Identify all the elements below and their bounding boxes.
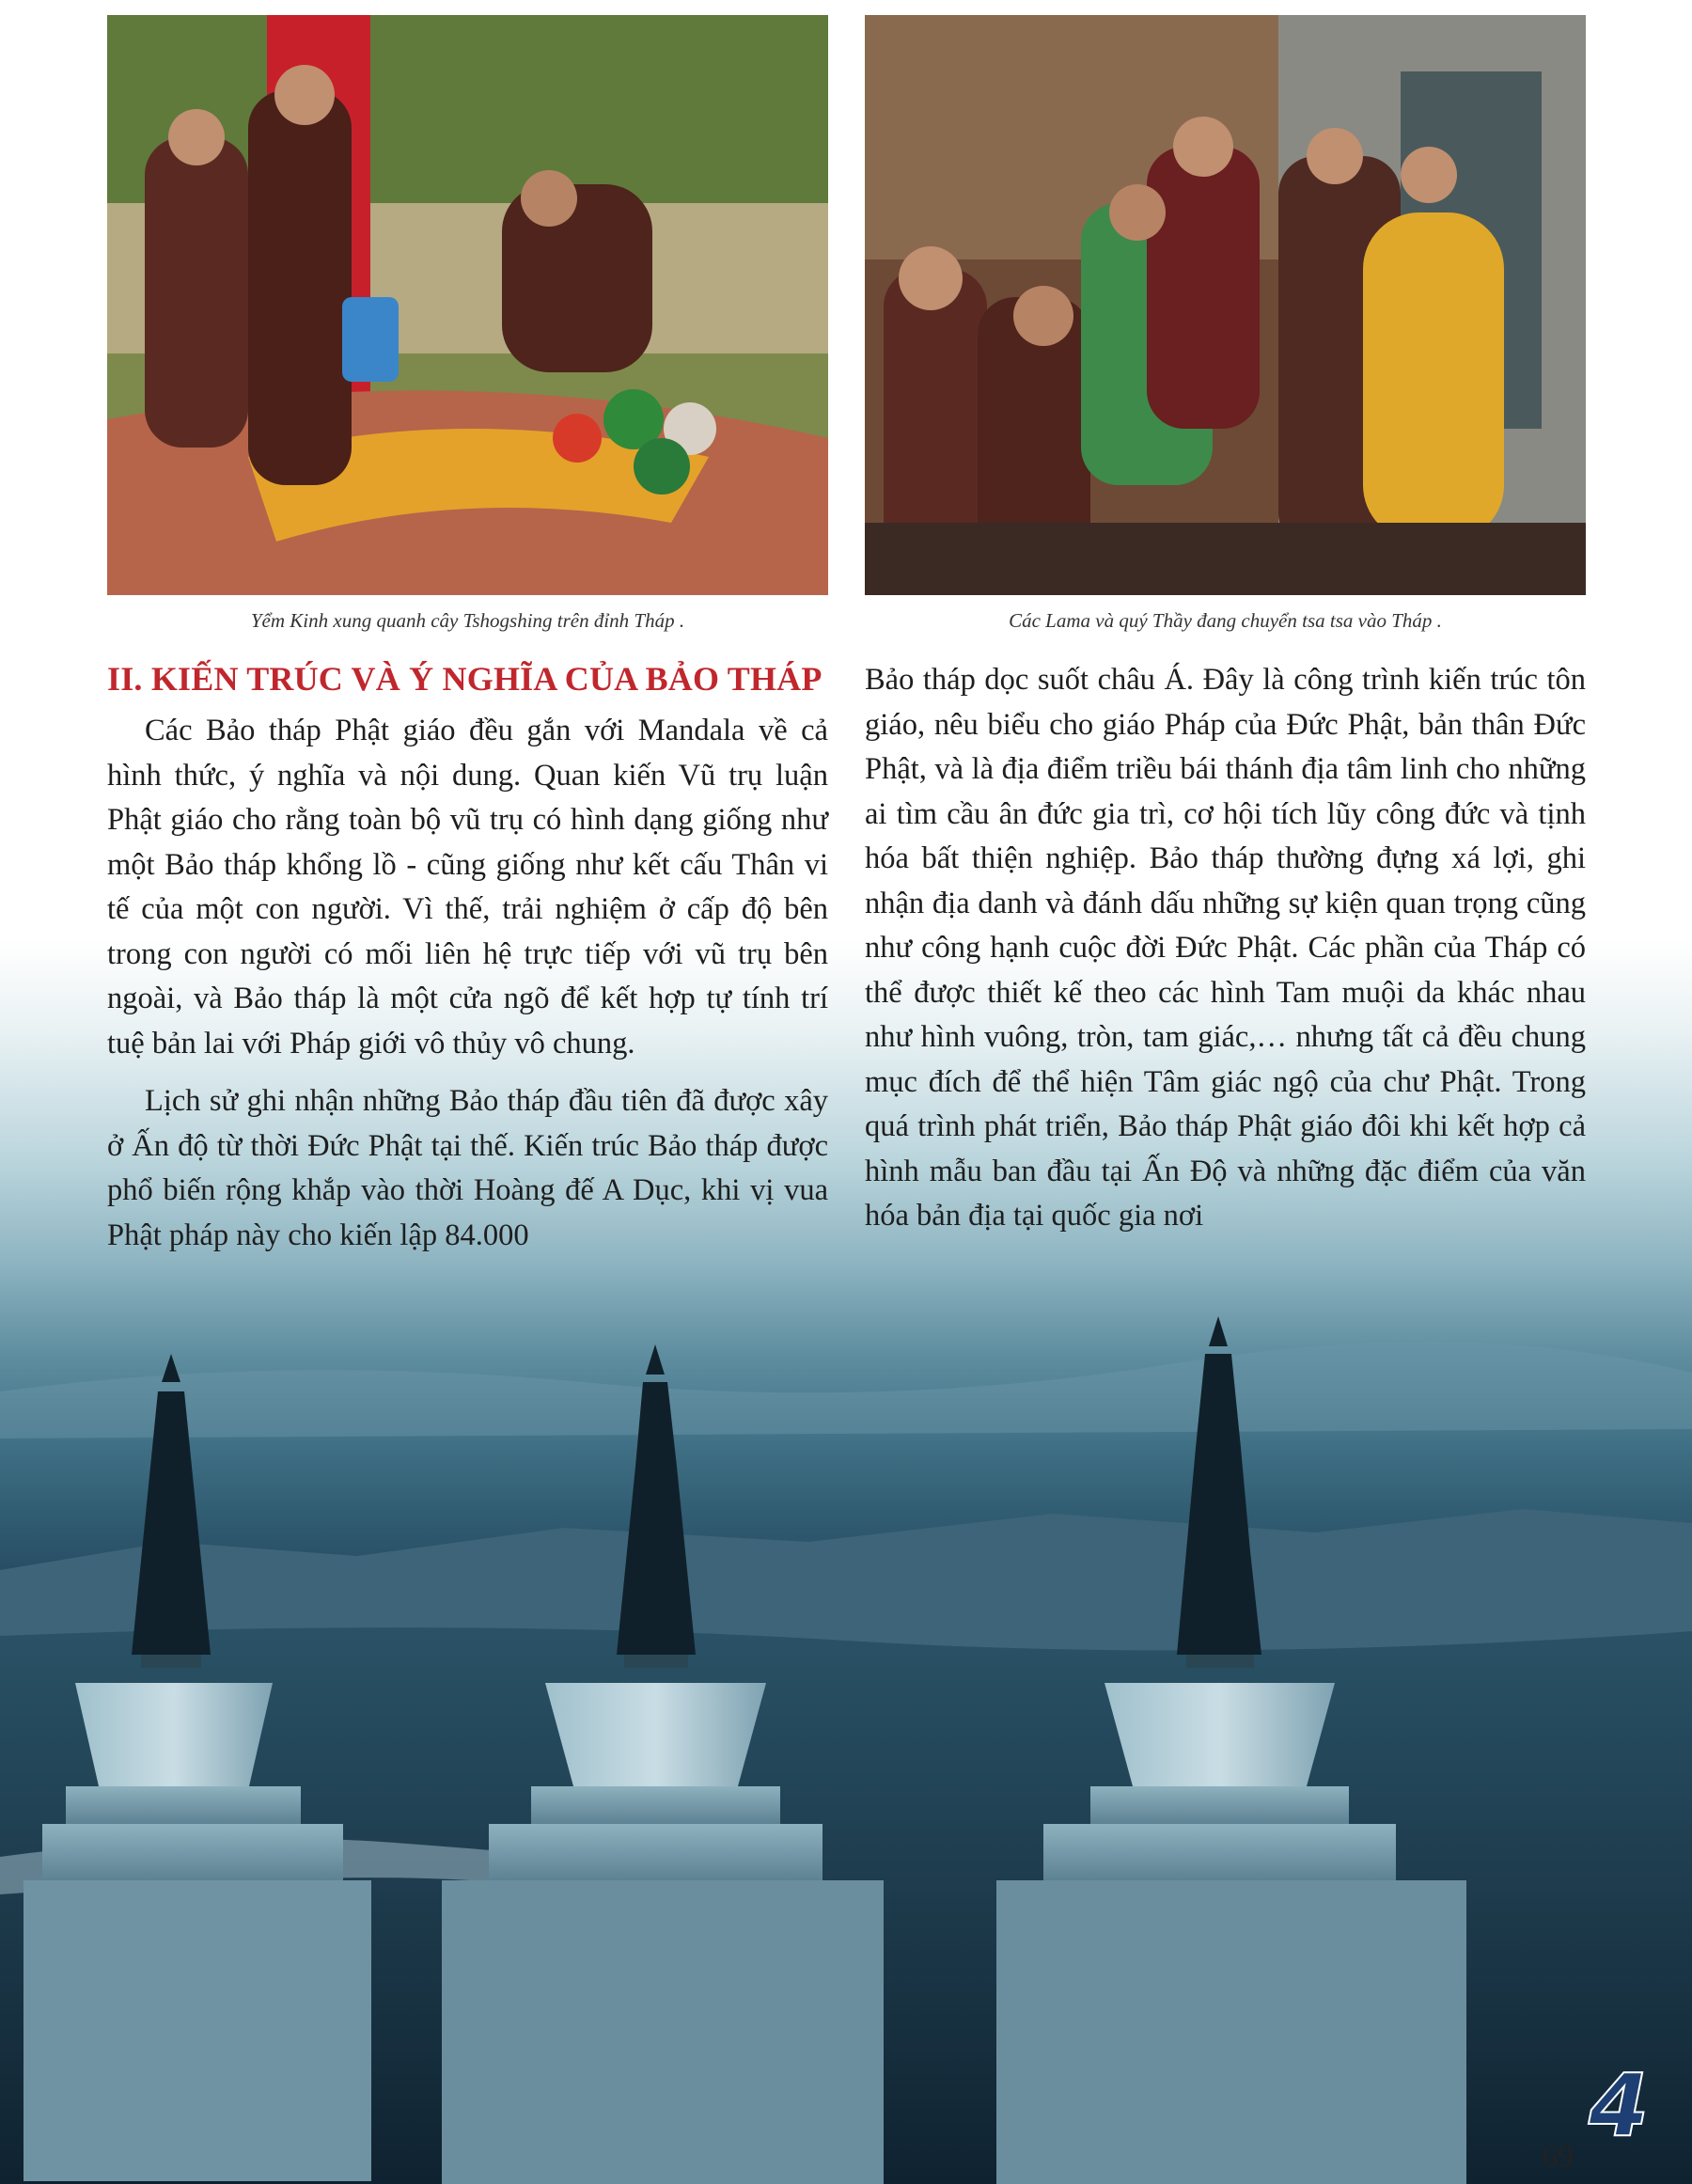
chapter-number: 4: [1589, 2055, 1650, 2156]
body-paragraph: Lịch sử ghi nhận những Bảo tháp đầu tiên đã được xây ở Ấn độ từ thời Đức Phật tại thế. Kiến trúc Bảo tháp được phổ biến rộng khắp vào thời Hoàng đế A Dục, khi vị vua Phật pháp này cho kiến lập 84.000: [107, 1084, 828, 1252]
body-paragraph: Các Bảo tháp Phật giáo đều gắn với Mandala về cả hình thức, ý nghĩa và nội dung. Quan kiến Vũ trụ luận Phật giáo cho rằng toàn bộ vũ trụ có hình dạng giống như một Bảo tháp khổng lồ - cũng giống như kết cấu Thân vi tế của một con người. Vì thế, trải nghiệm ở cấp độ bên trong con người có mối liên hệ trực tiếp với vũ trụ bên ngoài, và Bảo tháp là một cửa ngõ để kết hợp tự tính trí tuệ bản lai với Pháp giới vô thủy vô chung.: [107, 714, 828, 1061]
photo-monks-at-stupa-top: [107, 15, 828, 595]
article-column-right: [865, 658, 1586, 1239]
article-column-left: [107, 658, 828, 1258]
photo-caption-right: Các Lama và quý Thầy đang chuyển tsa tsa vào Tháp .: [1009, 609, 1442, 632]
body-paragraph-continued: Bảo tháp dọc suốt châu Á. Đây là công trình kiến trúc tôn giáo, nêu biểu cho giáo Pháp của Đức Phật, bản thân Đức Phật, và là địa điểm triều bái thánh địa tâm linh cho những ai tìm cầu ân đức gia trì, cơ hội tích lũy công đức và tịnh hóa bất thiện nghiệp. Bảo tháp thường đựng xá lợi, ghi nhận địa danh và đánh dấu những sự kiện quan trọng cũng như công hạnh cuộc đời Đức Phật. Các phần của Tháp có thể được thiết kế theo các hình Tam muội da khác nhau như hình vuông, tròn, tam giác,… nhưng tất cả đều chung mục đích để thể hiện Tâm giác ngộ của chư Phật. Trong quá trình phát triển, Bảo tháp Phật giáo đôi khi kết hợp cả hình mẫu ban đầu tại Ấn Độ và những đặc điểm của văn hóa bản địa tại quốc gia nơi: [865, 663, 1586, 1233]
photo-lamas-transferring-tsa-tsa: [865, 15, 1586, 595]
photo-caption-left: Yểm Kinh xung quanh cây Tshogshing trên đỉnh Tháp .: [250, 609, 685, 632]
section-heading: II. KIẾN TRÚC VÀ Ý NGHĨA CỦA BẢO THÁP: [107, 660, 822, 698]
page-number: 69: [1542, 2139, 1574, 2174]
